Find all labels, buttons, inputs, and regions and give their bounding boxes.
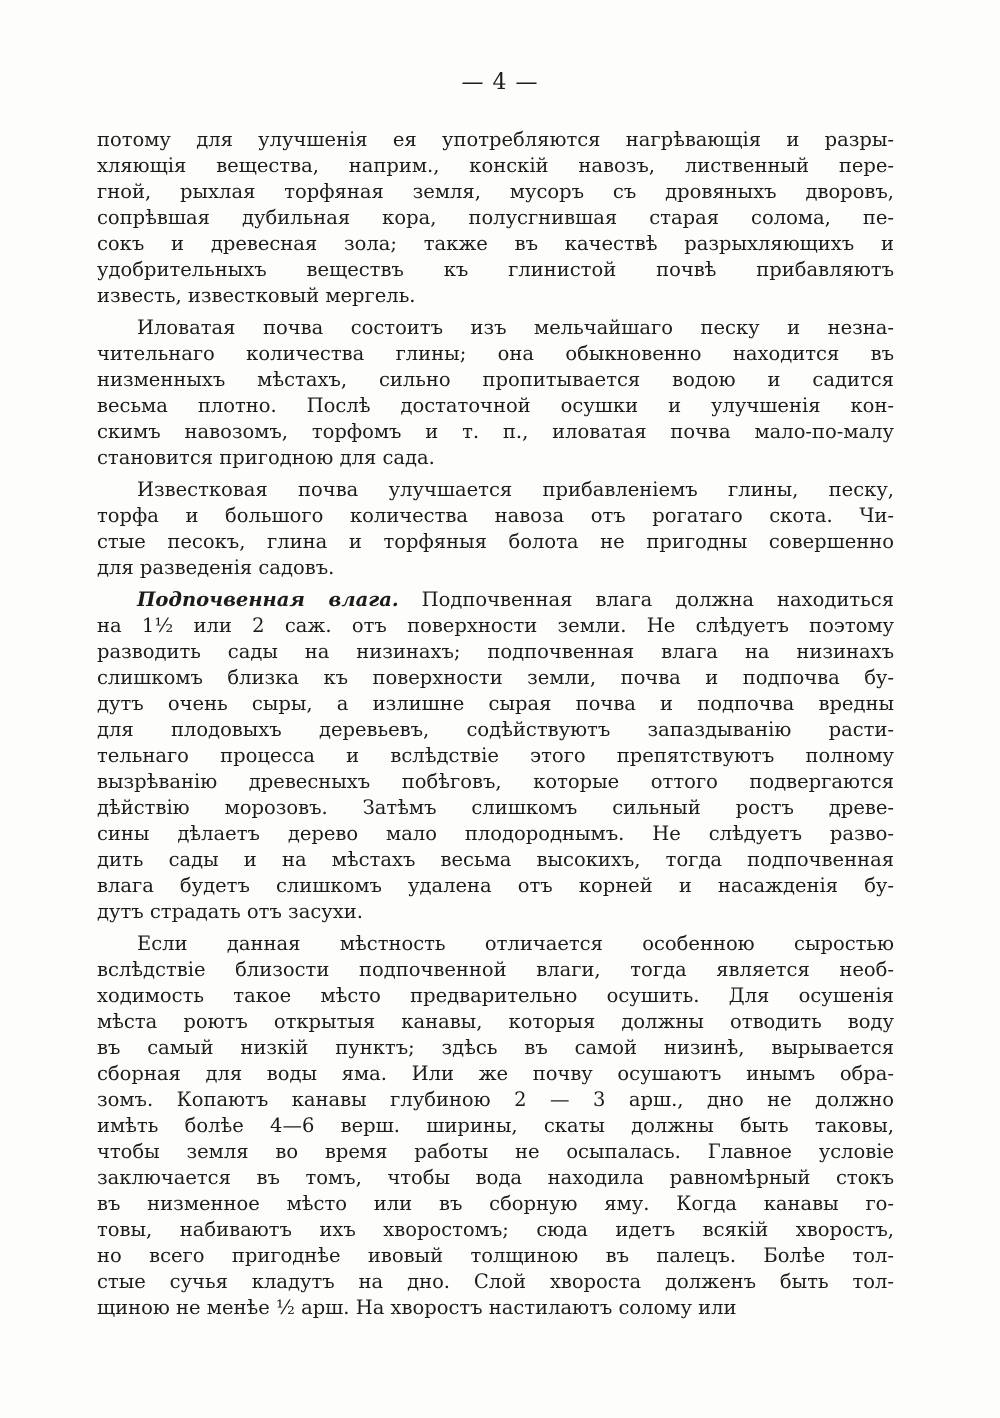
text-line: сборная для воды яма. Или же почву осушаютъ инымъ обра- (97, 1062, 894, 1085)
text-line: для плодовыхъ деревьевъ, содѣйствуютъ запаздыванію расти- (97, 718, 894, 741)
text-line: но всего пригоднѣе ивовый толщиною въ палецъ. Болѣе тол- (97, 1244, 894, 1267)
text-line: въ самый низкій пунктъ; здѣсь въ самой низинѣ, вырывается (97, 1036, 894, 1059)
text-line: сокъ и древесная зола; также въ качествѣ разрыхляющихъ и (97, 232, 894, 255)
text-line: стые песокъ, глина и торфяныя болота не пригодны совершенно (97, 530, 894, 553)
text-line: тельнаго процесса и вслѣдствіе этого препятствуютъ полному (97, 744, 894, 767)
text-line: вызрѣванію древесныхъ побѣговъ, которые оттого подвергаются (97, 770, 894, 793)
paragraph (97, 127, 894, 309)
text-line: сопрѣвшая дубильная кора, полусгнившая старая солома, пе- (97, 206, 894, 229)
text-line: хляющія вещества, наприм., конскій навозъ, лиственный пере- (97, 154, 894, 177)
text-line: стые сучья кладутъ на дно. Слой хвороста долженъ быть тол- (97, 1270, 894, 1293)
text-line: вслѣдствіе близости подпочвенной влаги, тогда является необ- (97, 958, 894, 981)
page-number: — 4 — (461, 70, 539, 95)
text-line: влага будетъ слишкомъ удалена отъ корней и насажденія бу- (97, 874, 894, 897)
text-line: становится пригодною для сада. (97, 446, 435, 469)
paragraph (97, 315, 894, 471)
text-line: дѣйствію морозовъ. Затѣмъ слишкомъ сильный ростъ древе- (97, 796, 894, 819)
text-line: торфа и большого количества навоза отъ рогатаго скота. Чи- (97, 504, 894, 527)
text-line: известь, известковый мергель. (97, 284, 416, 307)
text-line: весьма плотно. Послѣ достаточной осушки и улучшенія кон- (97, 394, 894, 417)
text-line: скимъ навозомъ, торфомъ и т. п., иловатая почва мало-по-малу (97, 420, 894, 443)
text-line: дутъ страдать отъ засухи. (97, 900, 363, 923)
text-line: низменныхъ мѣстахъ, сильно пропитывается водою и садится (97, 368, 894, 391)
text-line: разводить сады на низинахъ; подпочвенная влага на низинахъ (97, 640, 894, 663)
text-line: удобрительныхъ веществъ къ глинистой почвѣ прибавляютъ (97, 258, 894, 281)
text-line: мѣста роютъ открытыя канавы, которыя должны отводить воду (97, 1010, 894, 1033)
body-text (97, 127, 894, 1327)
text-line: слишкомъ близка къ поверхности земли, почва и подпочва бу- (97, 666, 894, 689)
section-heading: Подпочвенная влага. (137, 588, 399, 611)
text-line: чительнаго количества глины; она обыкновенно находится въ (97, 342, 894, 365)
paragraph (97, 477, 894, 581)
paragraph (97, 931, 894, 1321)
text-line: щиною не менѣе ½ арш. На хворостъ настилаютъ солому или (97, 1296, 737, 1319)
text-line: чтобы земля во время работы не осыпалась. Главное условіе (97, 1140, 894, 1163)
text-line: заключается въ томъ, чтобы вода находила равномѣрный стокъ (97, 1166, 894, 1189)
text-line: на 1½ или 2 саж. отъ поверхности земли. Не слѣдуетъ поэтому (97, 614, 894, 637)
text-line: товы, набиваютъ ихъ хворостомъ; сюда идетъ всякій хворостъ, (97, 1218, 894, 1241)
text-line: ходимость такое мѣсто предварительно осушить. Для осушенія (97, 984, 894, 1007)
text-line: Известковая почва улучшается прибавленіемъ глины, песку, (137, 478, 894, 501)
text-line: дутъ очень сыры, а излишне сырая почва и подпочва вредны (97, 692, 894, 715)
text-line: для разведенія садовъ. (97, 556, 335, 579)
text-line (97, 587, 894, 613)
text-line: въ низменное мѣсто или въ сборную яму. Когда канавы го- (97, 1192, 894, 1215)
line-text: Подпочвенная влага должна находиться (398, 588, 894, 611)
text-line: Если данная мѣстность отличается особенною сыростью (137, 932, 894, 955)
text-line: потому для улучшенія ея употребляются нагрѣвающія и разры- (97, 128, 894, 151)
text-line: гной, рыхлая торфяная земля, мусоръ съ дровяныхъ дворовъ, (97, 180, 894, 203)
paragraph (97, 587, 894, 925)
text-line: сины дѣлаетъ дерево мало плодороднымъ. Не слѣдуетъ разво- (97, 822, 894, 845)
text-line: дить сады и на мѣстахъ весьма высокихъ, тогда подпочвенная (97, 848, 894, 871)
text-line: имѣть болѣе 4—6 верш. ширины, скаты должны быть таковы, (97, 1114, 894, 1137)
text-line: Иловатая почва состоитъ изъ мельчайшаго песку и незна- (137, 316, 894, 339)
text-line: зомъ. Копаютъ канавы глубиною 2 — 3 арш., дно не должно (97, 1088, 894, 1111)
